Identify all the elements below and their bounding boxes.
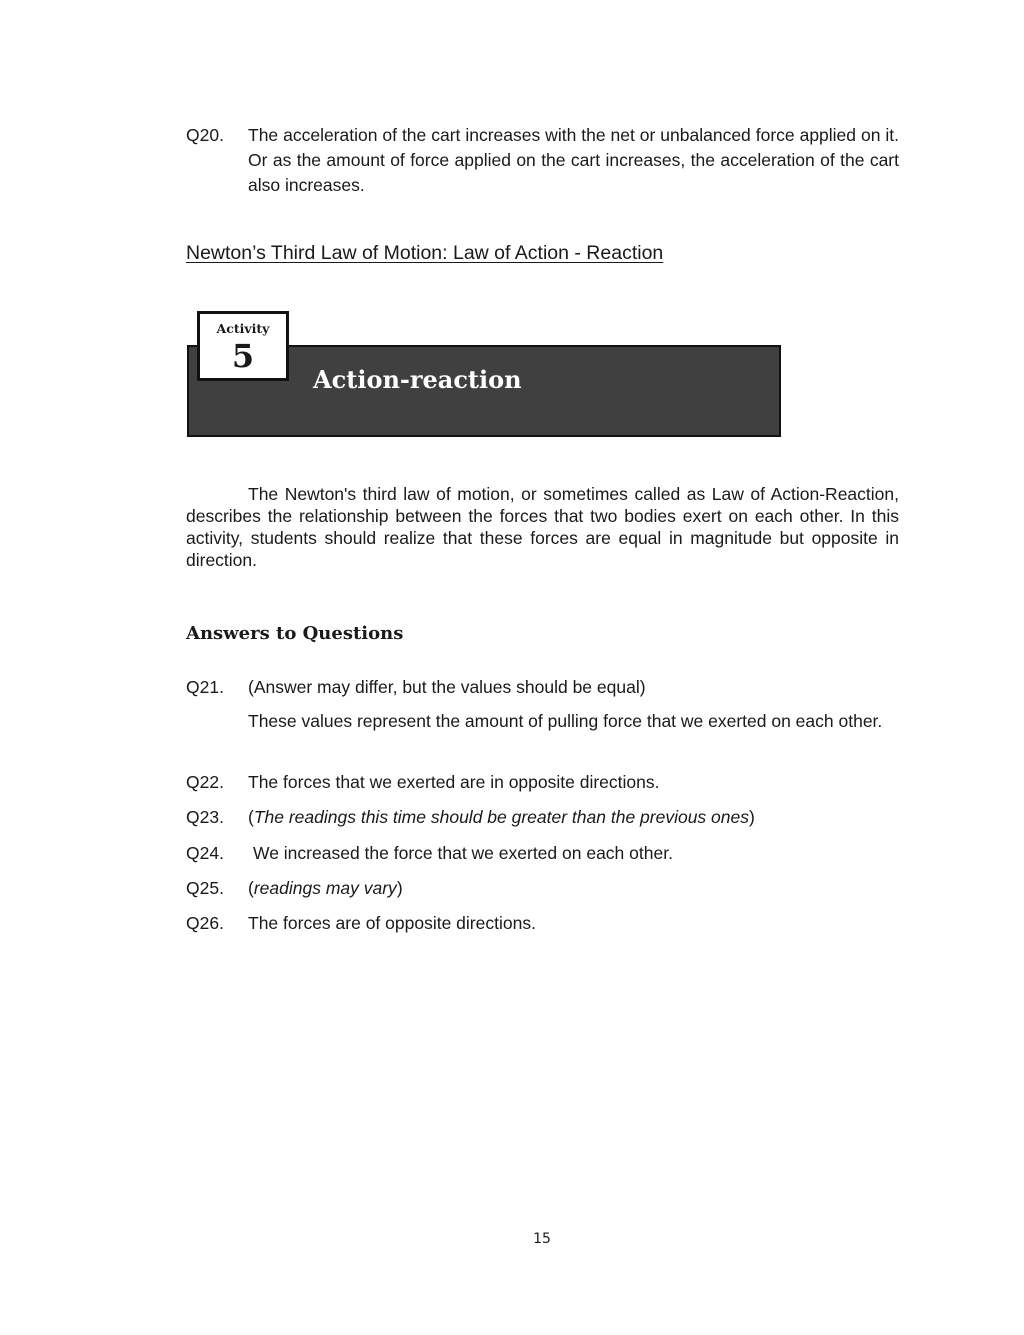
activity-number: 5 <box>231 337 255 375</box>
answer-q23 <box>186 805 899 830</box>
answers-heading: Answers to Questions <box>186 623 404 644</box>
italic-note: readings may vary <box>253 878 397 898</box>
answer-q26 <box>186 911 899 936</box>
answer-text <box>248 876 899 901</box>
question-number: Q21. <box>186 677 224 697</box>
question-number: Q25. <box>186 878 224 898</box>
answer-q21-followup <box>186 709 899 734</box>
paren-open: ( <box>248 878 254 898</box>
question-number: Q23. <box>186 807 224 827</box>
paren-close: ) <box>749 807 755 827</box>
answer-text: We increased the force that we exerted on each other. <box>253 843 673 863</box>
answer-text: The forces that we exerted are in opposite directions. <box>248 772 660 792</box>
answer-text: The acceleration of the cart increases with the net or unbalanced force applied on it. Or as the amount of force applied on the cart increases, the acceleration of the cart also increases. <box>248 125 899 195</box>
answer-q20 <box>186 123 899 198</box>
paren-open: ( <box>248 807 254 827</box>
answer-text <box>248 805 899 830</box>
answer-q22 <box>186 770 899 795</box>
paren-close: ) <box>396 878 403 898</box>
question-number: Q22. <box>186 772 224 792</box>
answer-text: The forces are of opposite directions. <box>248 913 536 933</box>
question-number: Q24. <box>186 843 224 863</box>
activity-label: Activity <box>216 321 270 336</box>
question-number: Q26. <box>186 913 224 933</box>
intro-paragraph: The Newton's third law of motion, or sometimes called as Law of Action-Reaction, describes the relationship between the forces that two bodies exert on each other. In this activity, students should realize that these forces are equal in magnitude but opposite in direction. <box>186 484 899 570</box>
question-number: Q20. <box>186 125 224 145</box>
page-number: 15 <box>533 1231 551 1247</box>
answer-q24 <box>186 841 899 866</box>
section-heading: Newton’s Third Law of Motion: Law of Action - Reaction <box>186 242 664 264</box>
answer-q25 <box>186 876 899 901</box>
answer-q21 <box>186 675 899 700</box>
answer-text: These values represent the amount of pulling force that we exerted on each other. <box>248 711 883 731</box>
activity-number-tab <box>197 311 289 381</box>
activity-title: Action-reaction <box>313 365 522 394</box>
answer-text: (Answer may differ, but the values should be equal) <box>248 677 646 697</box>
italic-note: The readings this time should be greater than the previous ones <box>253 807 749 827</box>
